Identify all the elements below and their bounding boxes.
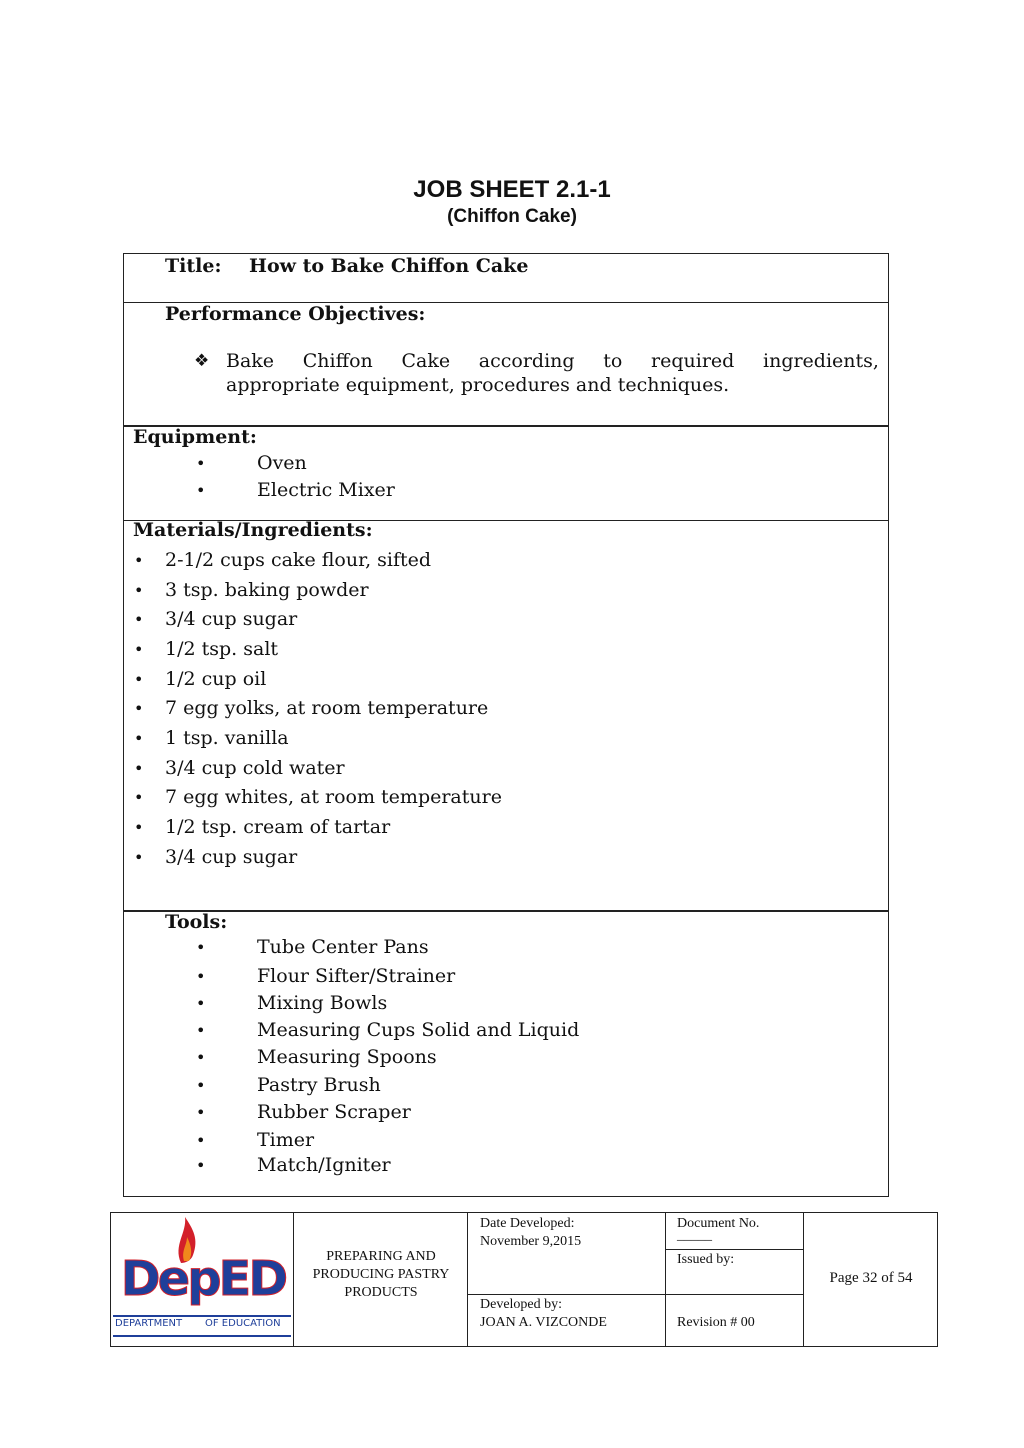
ingredient-text: 3/4 cup cold water	[165, 757, 345, 779]
objectives-label: Performance Objectives:	[165, 303, 426, 325]
course-title	[295, 1248, 467, 1302]
tool-text: Mixing Bowls	[257, 992, 388, 1014]
tool-text: Measuring Cups Solid and Liquid	[257, 1019, 580, 1041]
materials-label: Materials/Ingredients:	[133, 519, 373, 541]
bullet-icon: •	[196, 481, 206, 500]
objective-word: according	[478, 350, 575, 372]
bullet-icon: •	[196, 1076, 206, 1095]
bullet-icon: •	[196, 1103, 206, 1122]
bullet-icon: •	[134, 551, 144, 570]
bullet-icon: •	[134, 670, 144, 689]
bullet-icon: •	[134, 729, 144, 748]
job-sheet-title: JOB SHEET 2.1-1	[413, 176, 611, 203]
bullet-icon: •	[196, 967, 206, 986]
date-developed-value: November 9,2015	[480, 1234, 582, 1249]
materials-section	[123, 519, 889, 912]
issued-by-label: Issued by:	[677, 1252, 735, 1267]
job-sheet-subtitle: (Chiffon Cake)	[447, 206, 577, 227]
title-value: How to Bake Chiffon Cake	[249, 255, 529, 277]
logo-wordmark: DepED	[120, 1251, 286, 1307]
objective-line-2: appropriate equipment, procedures and techniques.	[226, 374, 730, 396]
tool-text: Rubber Scraper	[257, 1101, 411, 1123]
tool-text: Measuring Spoons	[257, 1046, 437, 1068]
objectives-section	[123, 302, 889, 427]
course-line: PREPARING AND	[326, 1249, 436, 1264]
document-no-value: _____	[677, 1228, 712, 1243]
revision-number: Revision # 00	[677, 1315, 755, 1330]
tool-text: Pastry Brush	[257, 1074, 381, 1096]
objective-word: required	[651, 350, 735, 372]
tool-text: Flour Sifter/Strainer	[257, 965, 456, 987]
ingredient-text: 7 egg yolks, at room temperature	[165, 697, 489, 719]
page-number: Page 32 of 54	[829, 1270, 913, 1286]
equipment-item: Electric Mixer	[257, 479, 395, 501]
document-no-label: Document No.	[677, 1216, 760, 1231]
equipment-item: Oven	[257, 452, 307, 474]
bullet-icon: •	[196, 454, 206, 473]
bullet-icon: •	[134, 610, 144, 629]
ingredient-text: 3 tsp. baking powder	[165, 579, 369, 601]
objective-line-1	[226, 350, 879, 372]
ingredient-text: 1/2 tsp. cream of tartar	[165, 816, 391, 838]
objective-word: Bake	[226, 350, 275, 372]
logo-education-text: OF EDUCATION	[205, 1318, 281, 1329]
tool-text: Tube Center Pans	[257, 936, 429, 958]
ingredient-text: 3/4 cup sugar	[165, 608, 298, 630]
date-developed-label: Date Developed:	[480, 1216, 575, 1231]
logo-department-text: DEPARTMENT	[115, 1318, 183, 1329]
title-label: Title:	[165, 255, 222, 277]
bullet-icon: •	[134, 581, 144, 600]
ingredient-text: 7 egg whites, at room temperature	[165, 786, 502, 808]
bullet-icon: •	[134, 848, 144, 867]
objective-word: ingredients,	[763, 350, 879, 372]
objective-bullet-icon: ❖	[194, 351, 210, 371]
tool-text: Timer	[257, 1129, 315, 1151]
course-line: PRODUCING PASTRY	[312, 1267, 450, 1282]
bullet-icon: •	[134, 640, 144, 659]
ingredient-text: 1/2 cup oil	[165, 668, 267, 690]
bullet-icon: •	[196, 1131, 206, 1150]
ingredient-text: 2-1/2 cups cake flour, sifted	[165, 549, 432, 571]
bullet-icon: •	[134, 699, 144, 718]
developed-by-value: JOAN A. VIZCONDE	[480, 1315, 607, 1330]
bullet-icon: •	[196, 1021, 206, 1040]
developed-by-label: Developed by:	[480, 1297, 563, 1312]
equipment-section	[123, 425, 889, 521]
objective-word: Cake	[401, 350, 451, 372]
bullet-icon: •	[196, 1048, 206, 1067]
objective-word: to	[603, 350, 623, 372]
bullet-icon: •	[196, 994, 206, 1013]
bullet-icon: •	[196, 938, 206, 957]
ingredient-text: 1 tsp. vanilla	[165, 727, 289, 749]
footer-table	[110, 1212, 938, 1347]
bullet-icon: •	[134, 759, 144, 778]
course-line: PRODUCTS	[344, 1285, 418, 1300]
equipment-label: Equipment:	[133, 426, 257, 448]
bullet-icon: •	[196, 1156, 206, 1175]
bullet-icon: •	[134, 788, 144, 807]
tools-label: Tools:	[165, 911, 228, 933]
ingredient-text: 1/2 tsp. salt	[165, 638, 279, 660]
tool-text: Match/Igniter	[257, 1154, 391, 1176]
deped-logo	[113, 1215, 291, 1343]
tools-section	[123, 910, 889, 1197]
objective-word: Chiffon	[302, 350, 373, 372]
ingredient-text: 3/4 cup sugar	[165, 846, 298, 868]
bullet-icon: •	[134, 818, 144, 837]
title-section	[123, 253, 889, 303]
